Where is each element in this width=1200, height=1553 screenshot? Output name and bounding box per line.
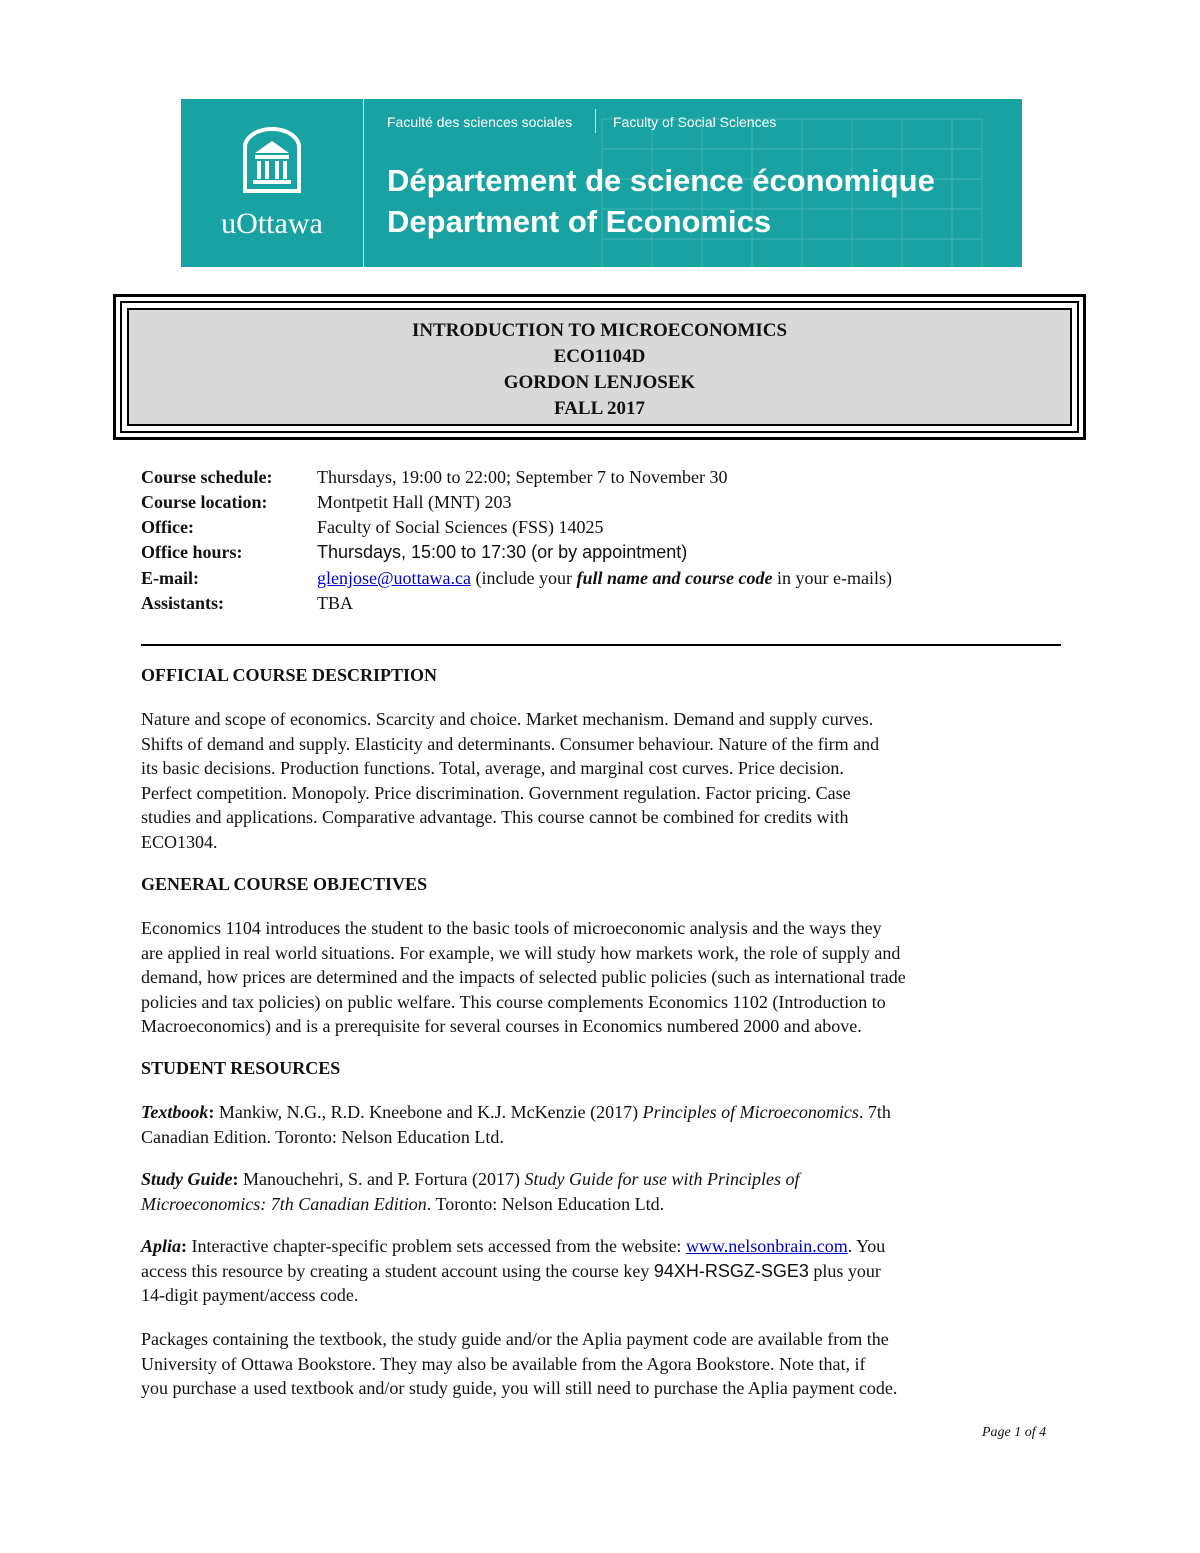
packages-line: you purchase a used textbook and/or study guide, you will still need to purchase the Aplia payment code.	[141, 1378, 898, 1398]
study-guide-title-1: Study Guide for use with Principles of	[524, 1169, 800, 1189]
location-value: Montpetit Hall (MNT) 203	[317, 492, 512, 512]
study-guide-title-2: Microeconomics: 7th Canadian Edition	[141, 1193, 427, 1214]
description-line: Shifts of demand and supply. Elasticity and determinants. Consumer behaviour. Nature of the firm and	[141, 733, 880, 754]
description-line: Nature and scope of economics. Scarcity and choice. Market mechanism. Demand and supply curves.	[141, 709, 874, 729]
department-banner	[181, 99, 1022, 267]
faculty-divider	[595, 109, 596, 133]
resources-heading: STUDENT RESOURCES	[141, 1058, 341, 1078]
objectives-line: Economics 1104 introduces the student to the basic tools of microeconomic analysis and the ways they	[141, 918, 882, 938]
textbook-label: Textbook	[141, 1102, 209, 1122]
study-guide-authors: Manouchehri, S. and P. Fortura (2017)	[238, 1169, 525, 1189]
course-title-box	[113, 294, 1086, 440]
objectives-line: policies and tax policies) on public welfare. This course complements Economics 1102 (Introduction to	[141, 991, 886, 1012]
location-label: Course location:	[141, 492, 268, 512]
objectives-line: demand, how prices are determined and the impacts of selected public policies (such as international trade	[141, 967, 906, 987]
description-line: Perfect competition. Monopoly. Price discrimination. Government regulation. Factor pricing. Case	[141, 782, 851, 803]
aplia-payment-code: 14-digit payment/access code.	[141, 1285, 359, 1305]
email-note-emphasis: full name and course code	[576, 568, 773, 588]
office-hours-label: Office hours:	[141, 542, 243, 562]
aplia-colon: :	[181, 1236, 188, 1256]
textbook-publisher: Canadian Edition. Toronto: Nelson Education Ltd.	[141, 1126, 504, 1147]
office-label: Office:	[141, 517, 194, 537]
objectives-paragraph	[141, 916, 1066, 1039]
section-divider	[141, 644, 1061, 646]
description-heading: OFFICIAL COURSE DESCRIPTION	[141, 665, 438, 685]
study-guide-label: Study Guide	[141, 1169, 233, 1189]
nelsonbrain-link[interactable]: www.nelsonbrain.com	[685, 1236, 848, 1256]
course-key: 94XH-RSGZ-SGE3	[653, 1260, 809, 1281]
textbook-title: Principles of Microeconomics	[642, 1102, 859, 1122]
course-term: FALL 2017	[554, 398, 645, 419]
description-paragraph	[141, 707, 1066, 854]
office-value: Faculty of Social Sciences (FSS) 14025	[317, 517, 604, 537]
faculty-name-en: Faculty of Social Sciences	[613, 114, 777, 130]
course-name: INTRODUCTION TO MICROECONOMICS	[411, 320, 788, 341]
study-guide-colon: :	[232, 1169, 239, 1189]
instructor-name: GORDON LENJOSEK	[503, 372, 696, 393]
email-link[interactable]: glenjose@uottawa.ca	[317, 568, 472, 588]
university-building-icon	[241, 125, 303, 195]
description-line: ECO1304.	[141, 831, 218, 852]
aplia-description: Interactive chapter-specific problem sets accessed from the website:	[187, 1236, 686, 1256]
office-hours-value: Thursdays, 15:00 to 17:30 (or by appointment)	[317, 542, 688, 562]
study-guide-entry	[141, 1167, 1066, 1216]
department-name-en: Department of Economics	[387, 204, 772, 239]
textbook-authors: Mankiw, N.G., R.D. Kneebone and K.J. McKenzie (2017)	[214, 1102, 643, 1122]
schedule-value: Thursdays, 19:00 to 22:00; September 7 to November 30	[317, 467, 728, 487]
description-line: studies and applications. Comparative advantage. This course cannot be combined for credits with	[141, 807, 849, 827]
description-line: its basic decisions. Production functions. Total, average, and marginal cost curves. Price decision.	[141, 758, 844, 778]
department-name-fr: Département de science économique	[387, 163, 935, 198]
packages-line: University of Ottawa Bookstore. They may also be available from the Agora Bookstore. Note that, if	[141, 1353, 866, 1374]
email-note-1: (include your	[471, 568, 577, 588]
objectives-line: Macroeconomics) and is a prerequisite for several courses in Economics numbered 2000 and above.	[141, 1016, 862, 1036]
textbook-edition: . 7th	[858, 1102, 891, 1122]
aplia-entry	[141, 1234, 1066, 1308]
page-number: Page 1 of 4	[982, 1425, 1047, 1440]
aplia-label: Aplia	[141, 1236, 182, 1256]
course-code: ECO1104D	[553, 346, 646, 367]
textbook-entry	[141, 1100, 1066, 1149]
packages-paragraph	[141, 1327, 1066, 1401]
schedule-label: Course schedule:	[141, 467, 273, 487]
assistants-label: Assistants:	[141, 593, 225, 613]
banner-divider	[363, 99, 364, 267]
aplia-access-text: access this resource by creating a student account using the course key	[141, 1260, 654, 1281]
email-note-2: in your e-mails)	[772, 568, 892, 588]
aplia-access-end: plus your	[808, 1260, 881, 1281]
uottawa-logo	[181, 99, 363, 267]
email-value	[317, 568, 892, 589]
email-label: E-mail:	[141, 568, 199, 588]
textbook-colon: :	[208, 1102, 215, 1122]
faculty-name-fr: Faculté des sciences sociales	[387, 114, 573, 130]
objectives-heading: GENERAL COURSE OBJECTIVES	[141, 874, 428, 894]
objectives-line: are applied in real world situations. For example, we will study how markets work, the role of supply and	[141, 942, 901, 963]
packages-line: Packages containing the textbook, the study guide and/or the Aplia payment code are available from the	[141, 1329, 889, 1349]
assistants-value: TBA	[317, 593, 353, 613]
logo-wordmark: uOttawa	[221, 207, 323, 240]
study-guide-publisher: . Toronto: Nelson Education Ltd.	[426, 1193, 665, 1214]
aplia-text-end: . You	[847, 1236, 886, 1256]
